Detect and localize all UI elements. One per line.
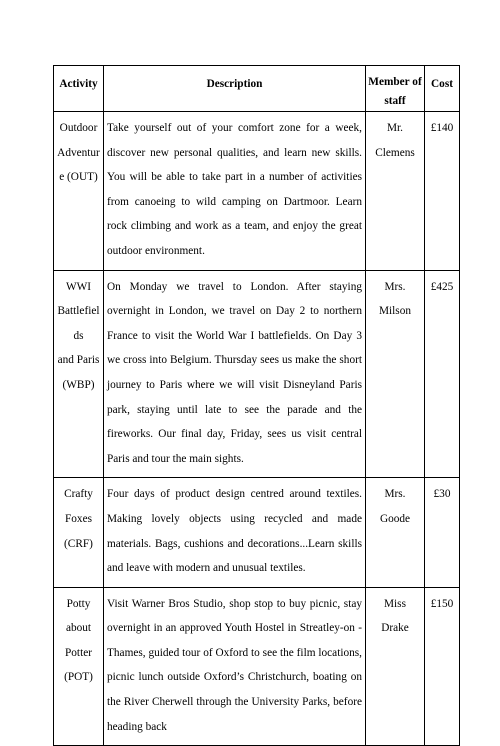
header-staff: [366, 66, 425, 112]
activity-cell: [54, 478, 104, 587]
table-row: [54, 478, 460, 587]
activity-cell: [54, 587, 104, 746]
table-row: [54, 112, 460, 271]
activity-name-line: (CRF): [64, 537, 93, 550]
cost-cell: £140: [425, 112, 460, 271]
activity-name-line: and Paris: [57, 354, 100, 367]
staff-name-line: Clemens: [375, 146, 415, 159]
description-cell: Four days of product design centred around textiles. Making lovely objects using recycled and made materials. Bags, cushions and decorations...Learn skills and leave with modern and unusual textiles.: [104, 478, 366, 587]
description-cell: Visit Warner Bros Studio, shop stop to buy picnic, stay overnight in an approved Youth Hostel in Streatley-on - Thames, guided tour of Oxford to see the film locations, picnic lunch outside Oxford’s Christchurch, boating on the River Cherwell through the University Parks, before heading back: [104, 587, 366, 746]
activity-name-line: Crafty: [64, 488, 93, 501]
activity-cell: [54, 112, 104, 271]
header-staff-line-1: Member of: [368, 76, 422, 88]
description-cell: On Monday we travel to London. After staying overnight in London, we travel on Day 2 to northern France to visit the World War I battlefields. On Day 3 we cross into Belgium. Thursday sees us make the short journey to Paris where we will visit Disneyland Paris park, staying until late to see the parade and the fireworks. Our final day, Friday, sees us visit central Paris and tour the main sights.: [104, 270, 366, 478]
staff-cell: [366, 478, 425, 587]
table-row: [54, 270, 460, 478]
activity-name-line: ds: [73, 329, 84, 342]
header-staff-line-2: staff: [384, 95, 406, 107]
header-activity: Activity: [54, 66, 104, 112]
description-cell: Take yourself out of your comfort zone for a week, discover new personal qualities, and learn new skills. You will be able to take part in a number of activities from canoeing to wild camping on Dartmoor. Learn rock climbing and work as a team, and enjoy the great outdoor environment.: [104, 112, 366, 271]
activity-name-line: Adventur: [57, 146, 100, 159]
staff-name-line: Mrs. Goode: [379, 488, 411, 525]
activities-table: [53, 65, 460, 746]
activity-name-line: Battlefiel: [57, 305, 100, 318]
activity-name-line: WWI: [65, 280, 92, 293]
staff-cell: [366, 112, 425, 271]
activity-name-line: e (OUT): [59, 171, 98, 184]
activity-name-line: Outdoor: [59, 122, 98, 134]
staff-name-line: Miss Drake: [381, 597, 409, 635]
staff-name-line: Milson: [378, 305, 411, 318]
activity-name-line: Potter: [65, 646, 92, 659]
staff-name-line: Mr.: [386, 122, 403, 134]
activity-name-line: (WBP): [62, 378, 95, 391]
table-row: [54, 587, 460, 746]
activity-name-line: Potty: [66, 597, 91, 610]
cost-cell: £150: [425, 587, 460, 746]
cost-cell: £425: [425, 270, 460, 478]
activity-name-line: (POT): [64, 671, 93, 684]
header-cost: Cost: [425, 66, 460, 112]
activity-name-line: Foxes: [65, 512, 92, 525]
staff-cell: [366, 587, 425, 746]
cost-cell: £30: [425, 478, 460, 587]
staff-name-line: Mrs.: [384, 280, 406, 293]
activity-cell: [54, 270, 104, 478]
table-body: [54, 112, 460, 746]
activity-name-line: about: [65, 622, 92, 635]
table-header-row: [54, 66, 460, 112]
header-description: Description: [104, 66, 366, 112]
staff-cell: [366, 270, 425, 478]
